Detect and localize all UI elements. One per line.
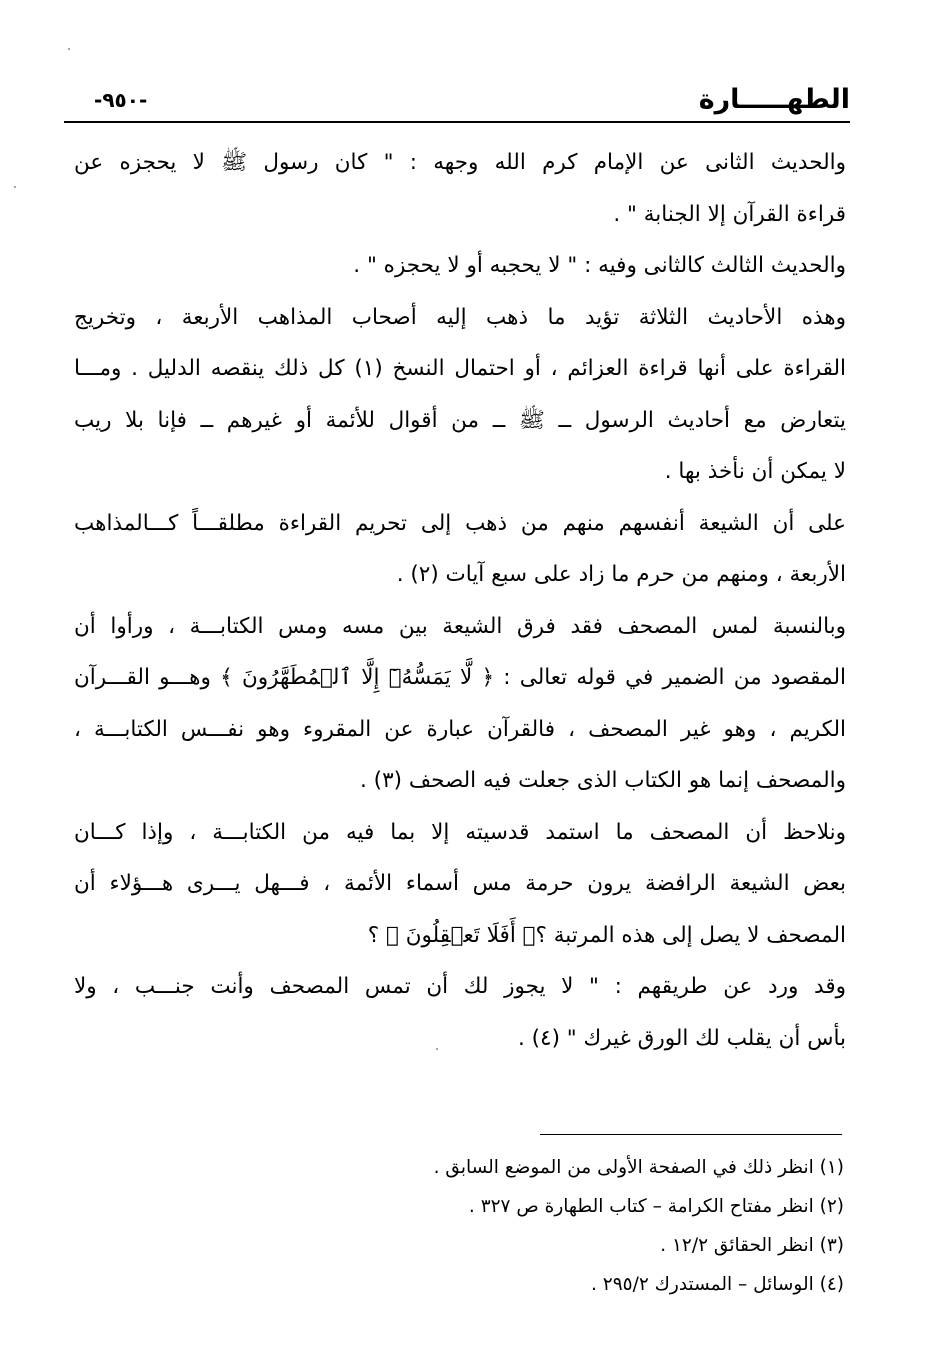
main-text (74, 137, 846, 1064)
page-header (64, 84, 850, 122)
footnote-item: (٤) الوسائل – المستدرك ٢٩٥/٢ . (591, 1274, 844, 1295)
text-line: الكريم ، وهو غير المصحف ، فالقرآن عبارة عن المقروء وهو نفـــس الكتابـــة ، (74, 716, 846, 742)
text-line: الأربعة ، ومنهم من حرم ما زاد على سبع آيات (٢) . (396, 562, 846, 587)
text-line: والحديث الثانى عن الإمام كرم الله وجهه : " كان رسول ﷺ لا يحجزه عن (74, 150, 846, 175)
text-line: بأس أن يقلب لك الورق غيرك " (٤) . (517, 1025, 846, 1051)
footnote-item: (٢) انظر مفتاح الكرامة – كتاب الطهارة ص ٣٢٧ . (468, 1196, 844, 1217)
text-line: على أن الشيعة أنفسهم منهم من ذهب إلى تحريم القراءة مطلقـــاً كـــالمذاهب (74, 510, 846, 536)
scan-speck (68, 48, 70, 50)
text-line-with-verse: المقصود من الضمير في قوله تعالى : ﴿ لَّا يَمَسُّهُۥٓ إِلَّا ٱلۡمُطَهَّرُونَ ﴾ وهـــو القـــرآن (74, 665, 846, 690)
scan-speck (14, 186, 16, 188)
text-line: لا يمكن أن نأخذ بها . (664, 459, 846, 484)
text-line: وبالنسبة لمس المصحف فقد فرق الشيعة بين مسه ومس الكتابـــة ، ورأوا أن (74, 613, 846, 639)
footnote-item: (٣) انظر الحقائق ١٢/٢ . (660, 1235, 844, 1256)
text-line: القراءة على أنها قراءة العزائم ، أو احتمال النسخ (١) كل ذلك ينقصه الدليل . ومـــا (74, 356, 846, 381)
footnote-divider (540, 1134, 842, 1135)
text-line: وهذه الأحاديث الثلاثة تؤيد ما ذهب إليه أصحاب المذاهب الأربعة ، وتخريج (74, 304, 846, 330)
text-line: والحديث الثالث كالثانى وفيه : " لا يحجبه أو لا يحجزه " . (353, 253, 846, 278)
text-line: والمصحف إنما هو الكتاب الذى جعلت فيه الصحف (٣) . (360, 768, 846, 793)
text-line-with-verse: المصحف لا يصل إلى هذه المرتبة ؟﴿ أَفَلَا تَعۡقِلُونَ ﴾ ؟ (367, 922, 846, 948)
scan-speck (436, 1048, 438, 1050)
text-line: ونلاحظ أن المصحف ما استمد قدسيته إلا بما فيه من الكتابـــة ، وإذا كـــان (74, 819, 846, 845)
text-line: وقد ورد عن طريقهم : " لا يجوز لك أن تمس المصحف وأنت جنـــب ، ولا (74, 974, 846, 999)
header-divider (64, 121, 850, 123)
page-number: -٩٥٠- (94, 88, 148, 112)
text-line: يتعارض مع أحاديث الرسول ــ ﷺ ــ من أقوال للأئمة أو غيرهم ــ فإنا بلا ريب (74, 407, 846, 433)
chapter-title: الطهـــــارة (698, 84, 850, 115)
footnotes (280, 1148, 844, 1304)
text-line: قراءة القرآن إلا الجنابة " . (613, 201, 846, 227)
text-line: بعض الشيعة الرافضة يرون حرمة مس أسماء الأئمة ، فـــهل يـــرى هـــؤلاء أن (74, 871, 846, 896)
footnote-item: (١) انظر ذلك في الصفحة الأولى من الموضع السابق . (433, 1157, 844, 1178)
